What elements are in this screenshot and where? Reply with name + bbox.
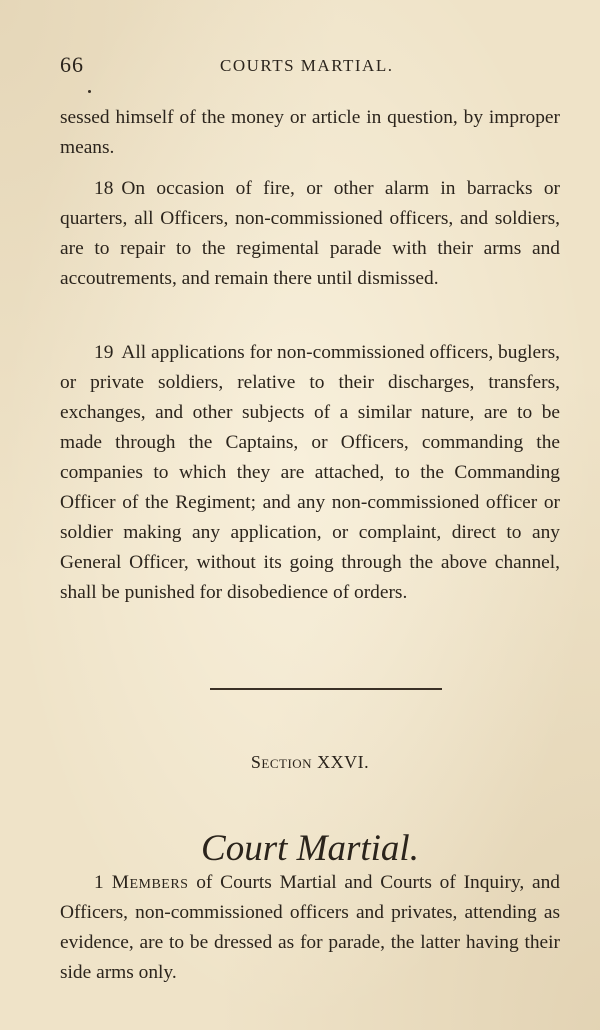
paragraph-body [60,338,560,608]
paragraph-continuation [60,103,560,163]
page-header [60,52,560,82]
paragraph-text: On occasion of fire, or other alarm in barracks or quarters, all Officers, non-commissioned officers, and soldiers, are to repair to the regimental parade with their arms and accoutrements, and remain there until dismissed. [60,178,560,289]
paragraph-number: 19 [94,342,114,363]
section-divider [210,688,442,690]
section-title: Court Martial. [201,827,419,869]
paragraph-number: 18 [94,178,114,199]
paragraph-text: of Courts Martial and Courts of Inquiry, and Officers, non-commissioned officers and privates, attending as evidence, are to be dressed as for parade, the latter having their side arms only. [60,872,560,983]
paragraph-19 [60,338,560,608]
paragraph-text: All applications for non-commissioned officers, buglers, or private soldiers, relative to their discharges, transfers, exchanges, and other subjects of a similar nature, are to be made through the Captains, or Officers, commanding the companies to which they are attached, to the Commanding Officer of the Regiment; and any non-commissioned officer or soldier making any application, or complaint, direct to any General Officer, without its going through the above channel, shall be punished for disobedience of orders. [60,342,560,603]
book-page [60,0,560,1030]
paragraph-text: sessed himself of the money or article in question, by improper means. [60,107,560,158]
page-number: 66 [60,52,84,77]
section-label: Section XXVI. [250,752,370,772]
paragraph-number: 1 [94,872,104,893]
paragraph-body [60,174,560,294]
paragraph-lead-word: Members [111,872,189,893]
paragraph-18 [60,174,560,294]
section-paragraph-1 [60,868,560,988]
running-title: COURTS MARTIAL. [220,56,394,75]
paragraph-body [60,868,560,988]
